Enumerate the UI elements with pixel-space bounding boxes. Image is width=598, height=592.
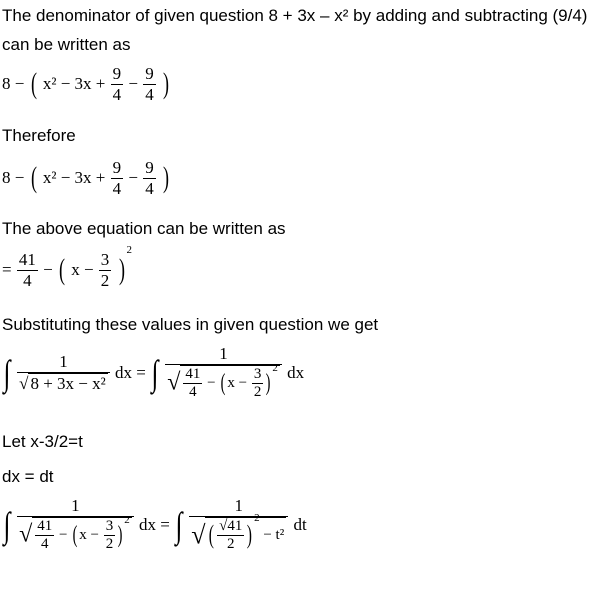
equation-1 — [2, 64, 171, 104]
text-substituting: Substituting these values in given question we get — [2, 315, 379, 334]
text-therefore: Therefore — [2, 126, 76, 145]
dx-equals: dx = — [138, 514, 170, 534]
eq1-body: x² − 3x + — [42, 74, 106, 94]
fraction: $\frac{9}{4}$ — [112, 158, 122, 198]
eq2-body: x² − 3x + — [42, 168, 106, 188]
minus-sign: − — [43, 260, 53, 280]
radicand: ( $\frac{√41}{2}$ )$^2$ − t² — [205, 517, 286, 554]
fraction: $\frac{9}{4}$ — [112, 64, 122, 104]
x-minus: x − — [71, 260, 94, 280]
right-paren: ) — [162, 161, 169, 195]
sqrt-sign: √ — [191, 519, 206, 549]
minus-sign: − — [128, 74, 138, 94]
fraction: $\frac{41}{4}$ — [18, 250, 36, 290]
right-paren: ) — [118, 253, 125, 287]
fraction: $\frac{9}{4}$ — [145, 158, 154, 198]
sqrt-sign: √ — [19, 521, 33, 547]
exponent: 2 — [126, 244, 133, 257]
integral-sign: ∫ — [151, 352, 159, 393]
left-paren: ( — [30, 161, 37, 195]
minus-sign: − — [128, 168, 138, 188]
left-paren: ( — [30, 67, 37, 101]
equation-3 — [2, 244, 133, 290]
dx-equals: dx = — [115, 362, 146, 382]
integral-sign: ∫ — [3, 504, 11, 545]
eq1-prefix: 8 − — [2, 74, 25, 94]
radicand: $\frac{41}{4}$ − ( x − $\frac{3}{2}$ )$^2$ — [32, 517, 131, 554]
sqrt-sign: √ — [19, 373, 29, 393]
radicand: $\frac{41}{4}$ − ( x − $\frac{3}{2}$ )$^2$ — [180, 365, 279, 402]
text-dx-dt: dx = dt — [2, 467, 54, 486]
equation-5 — [2, 496, 307, 553]
equals-sign: = — [2, 260, 12, 280]
radicand: 8 + 3x − x² — [30, 373, 106, 393]
fraction: $\frac{3}{2}$ — [100, 250, 110, 290]
equation-4 — [2, 344, 304, 401]
dx: dx — [287, 362, 305, 382]
fraction: $\frac{9}{4}$ — [145, 64, 154, 104]
fraction: $\frac{1}{\text{√ 8 + 3x − x²}}$ — [17, 352, 110, 393]
text-line-1: The denominator of given question 8 + 3x – x² by adding and subtracting (9/4) — [2, 6, 588, 25]
left-paren: ( — [58, 253, 65, 287]
dt: dt — [293, 514, 307, 534]
integral-sign: ∫ — [3, 352, 11, 393]
fraction: 1 √ $\frac{41}{4}$ − ( x − $\frac{3}{2}$ )$^2$ — [17, 496, 134, 553]
sqrt-sign: √ — [167, 369, 181, 395]
text-line-2: can be written as — [2, 35, 131, 54]
right-paren: ) — [162, 67, 169, 101]
equation-2 — [2, 158, 171, 198]
fraction: 1 √ $\frac{41}{4}$ − ( x − $\frac{3}{2}$ )$^2$ — [165, 344, 282, 401]
text-let: Let x-3/2=t — [2, 432, 83, 451]
text-above: The above equation can be written as — [2, 219, 286, 238]
integral-sign: ∫ — [175, 504, 183, 545]
fraction: 1 √ ( $\frac{√41}{2}$ )$^2$ − t² — [189, 496, 288, 553]
eq2-prefix: 8 − — [2, 168, 25, 188]
